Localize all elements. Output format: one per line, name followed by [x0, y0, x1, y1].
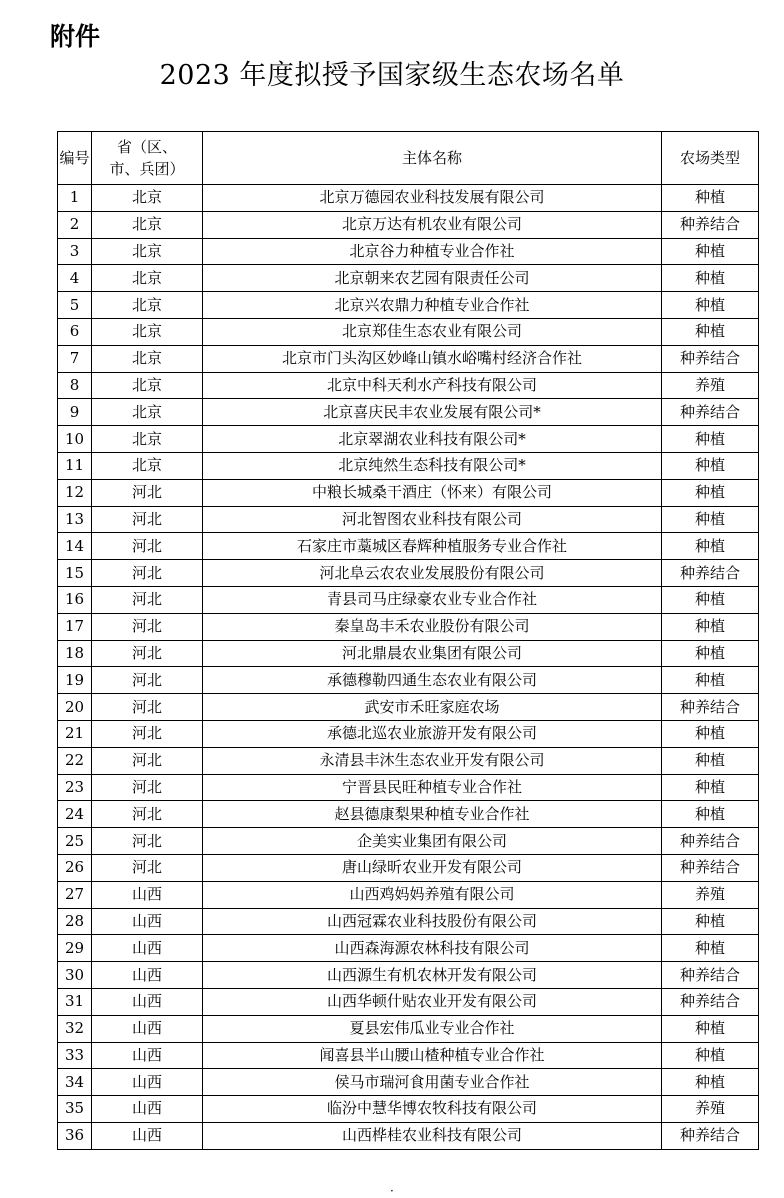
- cell-name: 青县司马庄绿豪农业专业合作社: [203, 586, 662, 613]
- table-row: [58, 1122, 759, 1149]
- cell-province: 河北: [92, 774, 203, 801]
- cell-number: 36: [58, 1122, 92, 1149]
- table-row: [58, 935, 759, 962]
- cell-number: 5: [58, 292, 92, 319]
- cell-name: 山西华顿什贴农业开发有限公司: [203, 988, 662, 1015]
- cell-province: 河北: [92, 479, 203, 506]
- cell-name: 承德北巡农业旅游开发有限公司: [203, 720, 662, 747]
- cell-type: 种植: [662, 292, 759, 319]
- table-row: [58, 908, 759, 935]
- cell-number: 20: [58, 694, 92, 721]
- cell-number: 19: [58, 667, 92, 694]
- cell-number: 16: [58, 586, 92, 613]
- table-row: [58, 506, 759, 533]
- cell-type: 种植: [662, 586, 759, 613]
- cell-province: 河北: [92, 640, 203, 667]
- cell-number: 27: [58, 881, 92, 908]
- cell-province: 山西: [92, 1042, 203, 1069]
- cell-province: 山西: [92, 962, 203, 989]
- cell-province: 山西: [92, 1122, 203, 1149]
- table-row: [58, 452, 759, 479]
- cell-number: 32: [58, 1015, 92, 1042]
- table-row: [58, 238, 759, 265]
- cell-number: 22: [58, 747, 92, 774]
- table-row: [58, 586, 759, 613]
- cell-number: 18: [58, 640, 92, 667]
- cell-number: 10: [58, 426, 92, 453]
- cell-type: 种植: [662, 506, 759, 533]
- table-row: [58, 533, 759, 560]
- table-row: [58, 211, 759, 238]
- cell-province: 北京: [92, 292, 203, 319]
- table-row: [58, 720, 759, 747]
- table-row: [58, 747, 759, 774]
- cell-number: 28: [58, 908, 92, 935]
- cell-name: 北京中科天利水产科技有限公司: [203, 372, 662, 399]
- cell-type: 种植: [662, 238, 759, 265]
- cell-type: 养殖: [662, 881, 759, 908]
- cell-type: 种植: [662, 720, 759, 747]
- cell-name: 中粮长城桑干酒庄（怀来）有限公司: [203, 479, 662, 506]
- cell-name: 夏县宏伟瓜业专业合作社: [203, 1015, 662, 1042]
- table-row: [58, 801, 759, 828]
- cell-province: 河北: [92, 694, 203, 721]
- table-row: [58, 318, 759, 345]
- table-row: [58, 185, 759, 212]
- table-row: [58, 613, 759, 640]
- cell-name: 企美实业集团有限公司: [203, 828, 662, 855]
- page-footer-mark: ·: [390, 1184, 394, 1198]
- cell-number: 34: [58, 1069, 92, 1096]
- table-row: [58, 667, 759, 694]
- cell-number: 15: [58, 560, 92, 587]
- cell-province: 河北: [92, 720, 203, 747]
- cell-type: 种植: [662, 640, 759, 667]
- cell-name: 河北鼎晨农业集团有限公司: [203, 640, 662, 667]
- cell-type: 种植: [662, 1069, 759, 1096]
- cell-name: 河北阜云农农业发展股份有限公司: [203, 560, 662, 587]
- cell-name: 承德穆勒四通生态农业有限公司: [203, 667, 662, 694]
- cell-type: 种植: [662, 533, 759, 560]
- table-row: [58, 881, 759, 908]
- table-row: [58, 292, 759, 319]
- cell-province: 北京: [92, 372, 203, 399]
- cell-province: 北京: [92, 399, 203, 426]
- cell-name: 山西源生有机农林开发有限公司: [203, 962, 662, 989]
- cell-number: 13: [58, 506, 92, 533]
- cell-number: 2: [58, 211, 92, 238]
- cell-name: 北京翠湖农业科技有限公司*: [203, 426, 662, 453]
- cell-name: 北京朝来农艺园有限责任公司: [203, 265, 662, 292]
- cell-type: 种植: [662, 185, 759, 212]
- cell-type: 种植: [662, 667, 759, 694]
- cell-type: 养殖: [662, 1096, 759, 1123]
- column-header-province-line2: 市、兵团）: [109, 160, 185, 178]
- cell-number: 33: [58, 1042, 92, 1069]
- cell-province: 河北: [92, 854, 203, 881]
- cell-number: 9: [58, 399, 92, 426]
- cell-province: 山西: [92, 1096, 203, 1123]
- cell-name: 山西鸡妈妈养殖有限公司: [203, 881, 662, 908]
- cell-province: 北京: [92, 211, 203, 238]
- cell-province: 河北: [92, 801, 203, 828]
- column-header-name: 主体名称: [203, 132, 662, 185]
- cell-number: 17: [58, 613, 92, 640]
- cell-name: 临汾中慧华博农牧科技有限公司: [203, 1096, 662, 1123]
- column-header-province-line1: 省（区、: [116, 138, 177, 156]
- cell-type: 种植: [662, 452, 759, 479]
- cell-number: 31: [58, 988, 92, 1015]
- cell-type: 养殖: [662, 372, 759, 399]
- cell-name: 北京郑佳生态农业有限公司: [203, 318, 662, 345]
- farm-list-table: [57, 131, 759, 1150]
- cell-province: 北京: [92, 238, 203, 265]
- cell-province: 河北: [92, 586, 203, 613]
- cell-name: 赵县德康梨果种植专业合作社: [203, 801, 662, 828]
- cell-province: 河北: [92, 613, 203, 640]
- column-header-number: 编号: [58, 132, 92, 185]
- cell-number: 8: [58, 372, 92, 399]
- cell-type: 种植: [662, 908, 759, 935]
- cell-province: 北京: [92, 345, 203, 372]
- attachment-label: 附件: [50, 22, 101, 51]
- cell-type: 种植: [662, 479, 759, 506]
- cell-name: 河北智图农业科技有限公司: [203, 506, 662, 533]
- table-row: [58, 399, 759, 426]
- table-row: [58, 828, 759, 855]
- cell-province: 河北: [92, 747, 203, 774]
- cell-type: 种植: [662, 318, 759, 345]
- cell-type: 种养结合: [662, 854, 759, 881]
- page-title: 2023 年度拟授予国家级生态农场名单: [159, 60, 625, 91]
- table-row: [58, 265, 759, 292]
- table-row: [58, 1015, 759, 1042]
- cell-type: 种养结合: [662, 211, 759, 238]
- cell-name: 北京万达有机农业有限公司: [203, 211, 662, 238]
- cell-type: 种植: [662, 747, 759, 774]
- table-row: [58, 1042, 759, 1069]
- cell-type: 种植: [662, 1042, 759, 1069]
- cell-number: 23: [58, 774, 92, 801]
- cell-number: 12: [58, 479, 92, 506]
- cell-name: 北京谷力种植专业合作社: [203, 238, 662, 265]
- cell-name: 侯马市瑞河食用菌专业合作社: [203, 1069, 662, 1096]
- table-row: [58, 1069, 759, 1096]
- cell-name: 武安市禾旺家庭农场: [203, 694, 662, 721]
- cell-type: 种养结合: [662, 560, 759, 587]
- table-row: [58, 426, 759, 453]
- table-row: [58, 694, 759, 721]
- cell-name: 北京纯然生态科技有限公司*: [203, 452, 662, 479]
- table-row: [58, 372, 759, 399]
- cell-province: 北京: [92, 265, 203, 292]
- cell-province: 河北: [92, 533, 203, 560]
- cell-name: 唐山绿昕农业开发有限公司: [203, 854, 662, 881]
- cell-type: 种植: [662, 613, 759, 640]
- cell-number: 21: [58, 720, 92, 747]
- cell-province: 河北: [92, 506, 203, 533]
- cell-province: 山西: [92, 1015, 203, 1042]
- cell-number: 24: [58, 801, 92, 828]
- cell-name: 北京喜庆民丰农业发展有限公司*: [203, 399, 662, 426]
- table-header-row: [58, 132, 759, 185]
- column-header-type: 农场类型: [662, 132, 759, 185]
- table-body: [58, 185, 759, 1150]
- cell-number: 1: [58, 185, 92, 212]
- cell-type: 种植: [662, 801, 759, 828]
- cell-type: 种养结合: [662, 828, 759, 855]
- cell-name: 北京兴农鼎力种植专业合作社: [203, 292, 662, 319]
- cell-type: 种养结合: [662, 399, 759, 426]
- table-row: [58, 345, 759, 372]
- cell-name: 山西桦桂农业科技有限公司: [203, 1122, 662, 1149]
- table-row: [58, 854, 759, 881]
- cell-name: 山西森海源农林科技有限公司: [203, 935, 662, 962]
- cell-province: 河北: [92, 667, 203, 694]
- cell-province: 山西: [92, 988, 203, 1015]
- cell-type: 种养结合: [662, 988, 759, 1015]
- table-row: [58, 1096, 759, 1123]
- table-row: [58, 988, 759, 1015]
- cell-province: 河北: [92, 828, 203, 855]
- cell-type: 种养结合: [662, 1122, 759, 1149]
- cell-name: 永清县丰沐生态农业开发有限公司: [203, 747, 662, 774]
- cell-type: 种养结合: [662, 345, 759, 372]
- cell-type: 种植: [662, 265, 759, 292]
- cell-number: 30: [58, 962, 92, 989]
- table-row: [58, 479, 759, 506]
- cell-number: 7: [58, 345, 92, 372]
- cell-number: 3: [58, 238, 92, 265]
- cell-type: 种养结合: [662, 962, 759, 989]
- cell-name: 宁晋县民旺种植专业合作社: [203, 774, 662, 801]
- cell-name: 闻喜县半山腰山楂种植专业合作社: [203, 1042, 662, 1069]
- cell-number: 26: [58, 854, 92, 881]
- table-row: [58, 962, 759, 989]
- cell-number: 25: [58, 828, 92, 855]
- cell-name: 石家庄市藁城区春辉种植服务专业合作社: [203, 533, 662, 560]
- cell-province: 北京: [92, 185, 203, 212]
- cell-number: 11: [58, 452, 92, 479]
- cell-type: 种植: [662, 426, 759, 453]
- cell-province: 山西: [92, 908, 203, 935]
- cell-name: 山西冠霖农业科技股份有限公司: [203, 908, 662, 935]
- cell-province: 北京: [92, 426, 203, 453]
- cell-number: 14: [58, 533, 92, 560]
- table-row: [58, 640, 759, 667]
- cell-type: 种养结合: [662, 694, 759, 721]
- cell-province: 北京: [92, 452, 203, 479]
- cell-number: 6: [58, 318, 92, 345]
- cell-number: 4: [58, 265, 92, 292]
- cell-type: 种植: [662, 1015, 759, 1042]
- cell-name: 北京市门头沟区妙峰山镇水峪嘴村经济合作社: [203, 345, 662, 372]
- cell-province: 山西: [92, 1069, 203, 1096]
- cell-number: 29: [58, 935, 92, 962]
- cell-province: 山西: [92, 881, 203, 908]
- table-row: [58, 560, 759, 587]
- cell-name: 秦皇岛丰禾农业股份有限公司: [203, 613, 662, 640]
- cell-type: 种植: [662, 935, 759, 962]
- table-row: [58, 774, 759, 801]
- cell-type: 种植: [662, 774, 759, 801]
- cell-name: 北京万德园农业科技发展有限公司: [203, 185, 662, 212]
- cell-province: 山西: [92, 935, 203, 962]
- column-header-province: [92, 132, 203, 185]
- cell-province: 北京: [92, 318, 203, 345]
- cell-number: 35: [58, 1096, 92, 1123]
- cell-province: 河北: [92, 560, 203, 587]
